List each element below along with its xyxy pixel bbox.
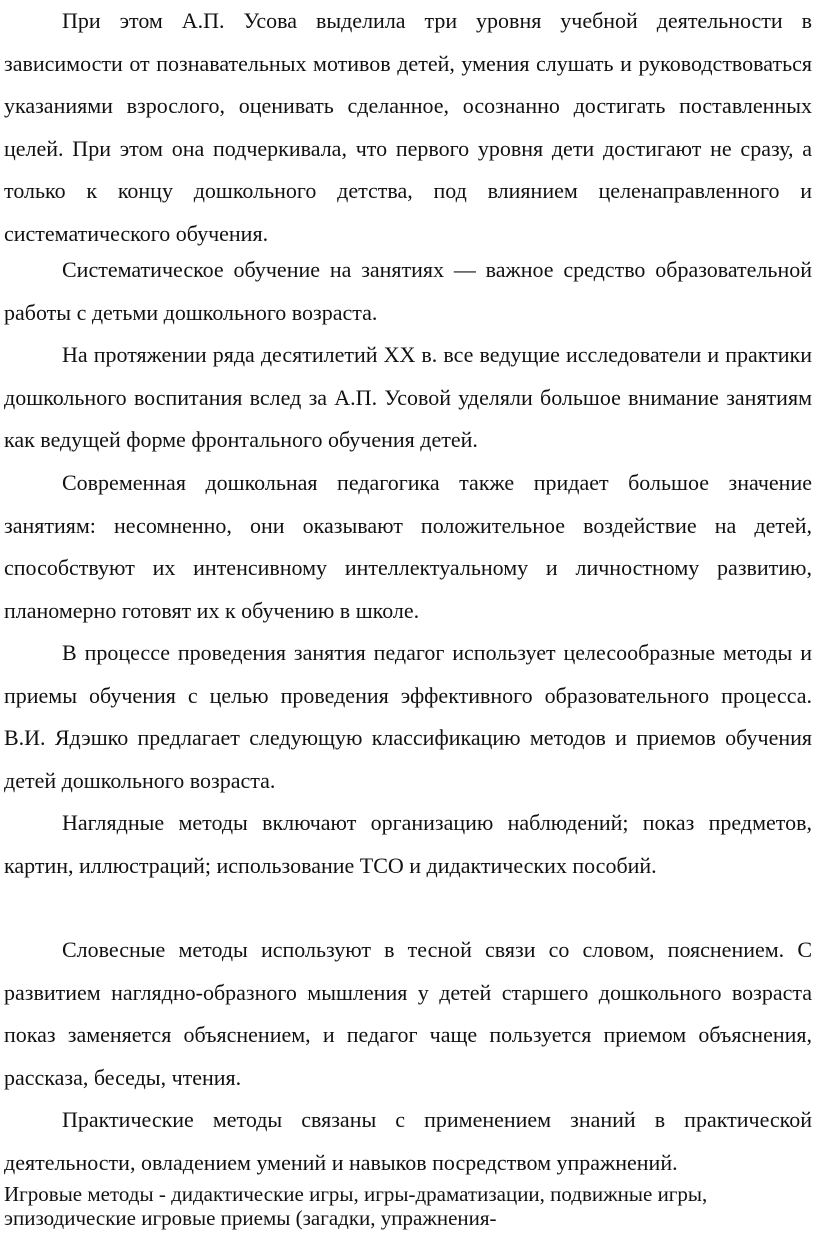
paragraph-xx-century: На протяжении ряда десятилетий XX в. все ведущие исследователи и практики дошкольного воспитания вслед за А.П. Усовой уделяли большое внимание занятиям как ведущей форме фронтального обучения детей. — [4, 342, 812, 453]
paragraph-game-methods: Игровые методы - дидактические игры, игры-драматизации, подвижные игры, эпизодические игровые приемы (загадки, упражнения- — [4, 1182, 708, 1230]
paragraph-practical-methods: Практические методы связаны с применением знаний в практической деятельности, овладением умений и навыков посредством упражнений. — [4, 1107, 812, 1175]
paragraph-usova-levels: При этом А.П. Усова выделила три уровня учебной деятельности в зависимости от познавательных мотивов детей, умения слушать и руководствоваться указаниями взрослого, оценивать сделанное, осознанно достигать поставленных целей. При этом она подчеркивала, что первого уровня дети достигают не сразу, а только к концу дошкольного детства, под влиянием целенаправленного и систематического обучения. — [4, 8, 812, 246]
paragraph-systematic-learning: Систематическое обучение на занятиях — важное средство образовательной работы с детьми дошкольного возраста. — [4, 257, 812, 325]
paragraph-visual-methods: Наглядные методы включают организацию наблюдений; показ предметов, картин, иллюстраций; использование ТСО и дидактических пособий. — [4, 810, 812, 878]
paragraph-methods-classification: В процессе проведения занятия педагог использует целесообразные методы и приемы обучения с целью проведения эффективного образовательного процесса. В.И. Ядэшко предлагает следующую классификацию методов и приемов обучения детей дошкольного возраста. — [4, 640, 812, 793]
paragraph-verbal-methods: Словесные методы используют в тесной связи со словом, пояснением. С развитием наглядно-образного мышления у детей старшего дошкольного возраста показ заменяется объяснением, и педагог чаще пользуется приемом объяснения, рассказа, беседы, чтения. — [4, 937, 812, 1090]
paragraph-modern-pedagogy: Современная дошкольная педагогика также придает большое значение занятиям: несомненно, они оказывают положительное воздействие на детей, способствуют их интенсивному интеллектуальному и личностному развитию, планомерно готовят их к обучению в школе. — [4, 470, 812, 623]
